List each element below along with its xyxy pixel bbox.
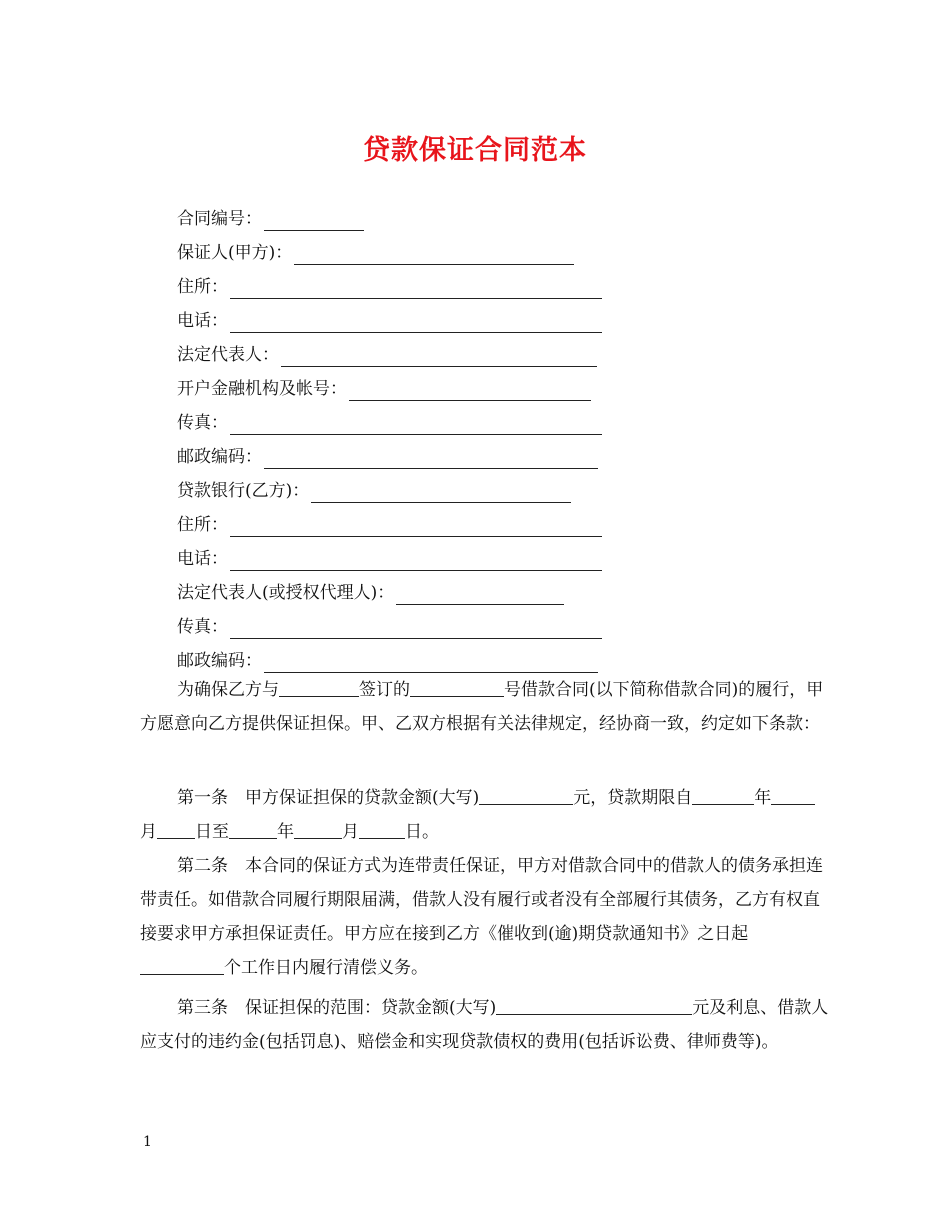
- text-run: 第二条 本合同的保证方式为连带责任保证，甲方对借款合同中的借款人的债务承担连带责任。如借款合同履行期限届满，借款人没有履行或者没有全部履行其债务，乙方有权直接要求甲方承担保证责任。甲方应在接到乙方《催收到(逾)期贷款通知书》之日起: [140, 856, 823, 944]
- text-run: 年: [277, 822, 294, 842]
- text-run: 第一条 甲方保证担保的贷款金额(大写): [177, 788, 480, 808]
- bank-account-field: [177, 377, 591, 401]
- field-label: 合同编号：: [177, 209, 262, 229]
- document-title: 贷款保证合同范本: [363, 135, 587, 166]
- lender-fax-field: [177, 615, 602, 639]
- guarantor-phone-field: [177, 309, 602, 333]
- field-label: 电话：: [177, 549, 228, 569]
- blank-line: [349, 382, 591, 401]
- blank-line: [230, 314, 602, 333]
- lender-address-field: [177, 513, 602, 537]
- guarantor-fax-field: [177, 411, 602, 435]
- text-run: 个工作日内履行清偿义务。: [224, 958, 428, 978]
- field-label: 邮政编码：: [177, 651, 262, 671]
- text-run: 日至: [195, 822, 229, 842]
- text-run: 号借款合同(以下简称借款合同)的履行，甲方愿意向乙方提供保证担保。甲、乙双方根据有关法律规定，经协商一致，约定如下条款：: [140, 680, 824, 734]
- guarantor-postcode-field: [177, 445, 598, 469]
- page-number: 1: [143, 1134, 152, 1150]
- field-label: 法定代表人(或授权代理人)：: [177, 583, 395, 603]
- lender-bank-field: [177, 479, 571, 503]
- text-run: 元，贷款期限自: [573, 788, 693, 808]
- text-run: 为确保乙方与: [177, 680, 279, 700]
- lender-phone-field: [177, 547, 602, 571]
- field-label: 保证人(甲方)：: [177, 243, 293, 263]
- text-run: 元及利息、借款人应支付的违约金(包括罚息)、赔偿金和实现贷款债权的费用(包括诉讼费、律师费等)。: [140, 998, 829, 1052]
- field-label: 电话：: [177, 311, 228, 331]
- blank-line: [692, 786, 754, 805]
- blank-line: [229, 820, 277, 839]
- contract-number-field: [177, 207, 364, 231]
- blank-line: [496, 996, 692, 1015]
- field-label: 邮政编码：: [177, 447, 262, 467]
- blank-line: [281, 348, 597, 367]
- lender-postcode-field: [177, 649, 598, 673]
- blank-line: [140, 956, 224, 975]
- blank-line: [410, 678, 504, 697]
- field-label: 住所：: [177, 515, 228, 535]
- guarantor-field: [177, 241, 574, 265]
- blank-line: [294, 820, 342, 839]
- blank-line: [264, 654, 598, 673]
- field-label: 传真：: [177, 413, 228, 433]
- blank-line: [157, 820, 195, 839]
- field-label: 传真：: [177, 617, 228, 637]
- article-1: [140, 781, 830, 849]
- field-label: 住所：: [177, 277, 228, 297]
- blank-line: [279, 678, 359, 697]
- blank-line: [230, 416, 602, 435]
- blank-line: [230, 280, 602, 299]
- blank-line: [230, 620, 602, 639]
- blank-line: [479, 786, 573, 805]
- blank-line: [230, 552, 602, 571]
- lender-legal-rep-field: [177, 581, 564, 605]
- text-run: 月: [342, 822, 359, 842]
- blank-line: [264, 450, 598, 469]
- text-run: 日。: [405, 822, 439, 842]
- blank-line: [396, 586, 564, 605]
- text-run: 签订的: [359, 680, 410, 700]
- blank-line: [230, 518, 602, 537]
- field-label: 开户金融机构及帐号：: [177, 379, 347, 399]
- text-run: 第三条 保证担保的范围：贷款金额(大写): [177, 998, 497, 1018]
- blank-line: [311, 484, 571, 503]
- blank-line: [264, 212, 364, 231]
- text-run: 月: [140, 822, 157, 842]
- blank-line: [359, 820, 405, 839]
- article-3: [140, 991, 830, 1059]
- text-run: 年: [754, 788, 772, 808]
- guarantor-address-field: [177, 275, 602, 299]
- field-label: 贷款银行(乙方)：: [177, 481, 310, 501]
- guarantor-legal-rep-field: [177, 343, 597, 367]
- blank-line: [771, 786, 815, 805]
- field-label: 法定代表人：: [177, 345, 279, 365]
- article-2: [140, 849, 830, 985]
- intro-paragraph: [140, 673, 830, 741]
- blank-line: [294, 246, 574, 265]
